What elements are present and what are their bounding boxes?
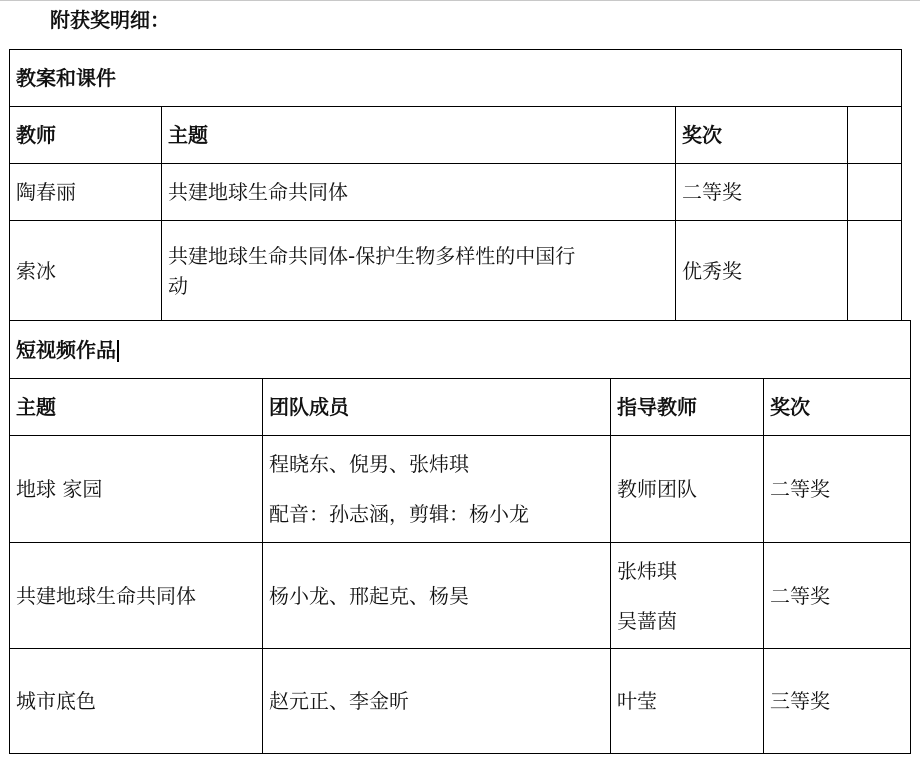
- header-row: [10, 379, 911, 436]
- advisor-line: 吴蔷茵: [617, 608, 677, 633]
- table-row: [10, 436, 911, 543]
- section-title-row: [10, 321, 911, 379]
- header-members: 团队成员: [263, 379, 611, 436]
- header-teacher: 教师: [10, 107, 162, 164]
- theme-cell: [162, 221, 676, 321]
- section-title-row: [10, 50, 902, 107]
- section-title: 教案和课件: [10, 50, 902, 107]
- header-theme: 主题: [162, 107, 676, 164]
- page-heading: 附获奖明细：: [50, 8, 170, 32]
- teacher-cell: 索冰: [10, 221, 162, 321]
- header-award: 奖次: [676, 107, 848, 164]
- header-award: 奖次: [764, 379, 911, 436]
- page-top-border: [0, 0, 920, 1]
- section-title: [10, 321, 911, 379]
- members-cell: 杨小龙、邢起克、杨昊: [263, 543, 611, 649]
- award-cell: 三等奖: [764, 649, 911, 754]
- table-row: [10, 543, 911, 649]
- theme-cell: 城市底色: [10, 649, 263, 754]
- advisors-cell: 教师团队: [611, 436, 764, 543]
- award-cell: 二等奖: [764, 543, 911, 649]
- theme-cell: 共建地球生命共同体: [162, 164, 676, 221]
- members-line: 程晓东、倪男、张炜琪: [269, 452, 469, 476]
- theme-cell: 共建地球生命共同体: [10, 543, 263, 649]
- empty-cell: [848, 164, 902, 221]
- header-row: [10, 107, 902, 164]
- award-cell: 优秀奖: [676, 221, 848, 321]
- text-cursor: [117, 340, 119, 362]
- table-row: [10, 221, 902, 321]
- advisor-line: 张炜琪: [617, 558, 677, 583]
- members-line: 配音：孙志涵，剪辑：杨小龙: [269, 502, 529, 526]
- award-cell: 二等奖: [676, 164, 848, 221]
- advisors-cell: 叶莹: [611, 649, 764, 754]
- members-cell: 赵元正、李金昕: [263, 649, 611, 754]
- header-empty: [848, 107, 902, 164]
- theme-line: 共建地球生命共同体-保护生物多样性的中国行: [168, 243, 576, 268]
- advisors-cell: [611, 543, 764, 649]
- header-advisors: 指导教师: [611, 379, 764, 436]
- theme-line: 动: [168, 273, 188, 298]
- table-row: [10, 649, 911, 754]
- empty-cell: [848, 221, 902, 321]
- members-cell: [263, 436, 611, 543]
- section-title-text: 短视频作品: [16, 337, 116, 362]
- lesson-plan-award-table: [9, 49, 902, 321]
- award-cell: 二等奖: [764, 436, 911, 543]
- header-theme: 主题: [10, 379, 263, 436]
- theme-cell: 地球 家园: [10, 436, 263, 543]
- table-row: [10, 164, 902, 221]
- short-video-award-table: [9, 320, 911, 754]
- teacher-cell: 陶春丽: [10, 164, 162, 221]
